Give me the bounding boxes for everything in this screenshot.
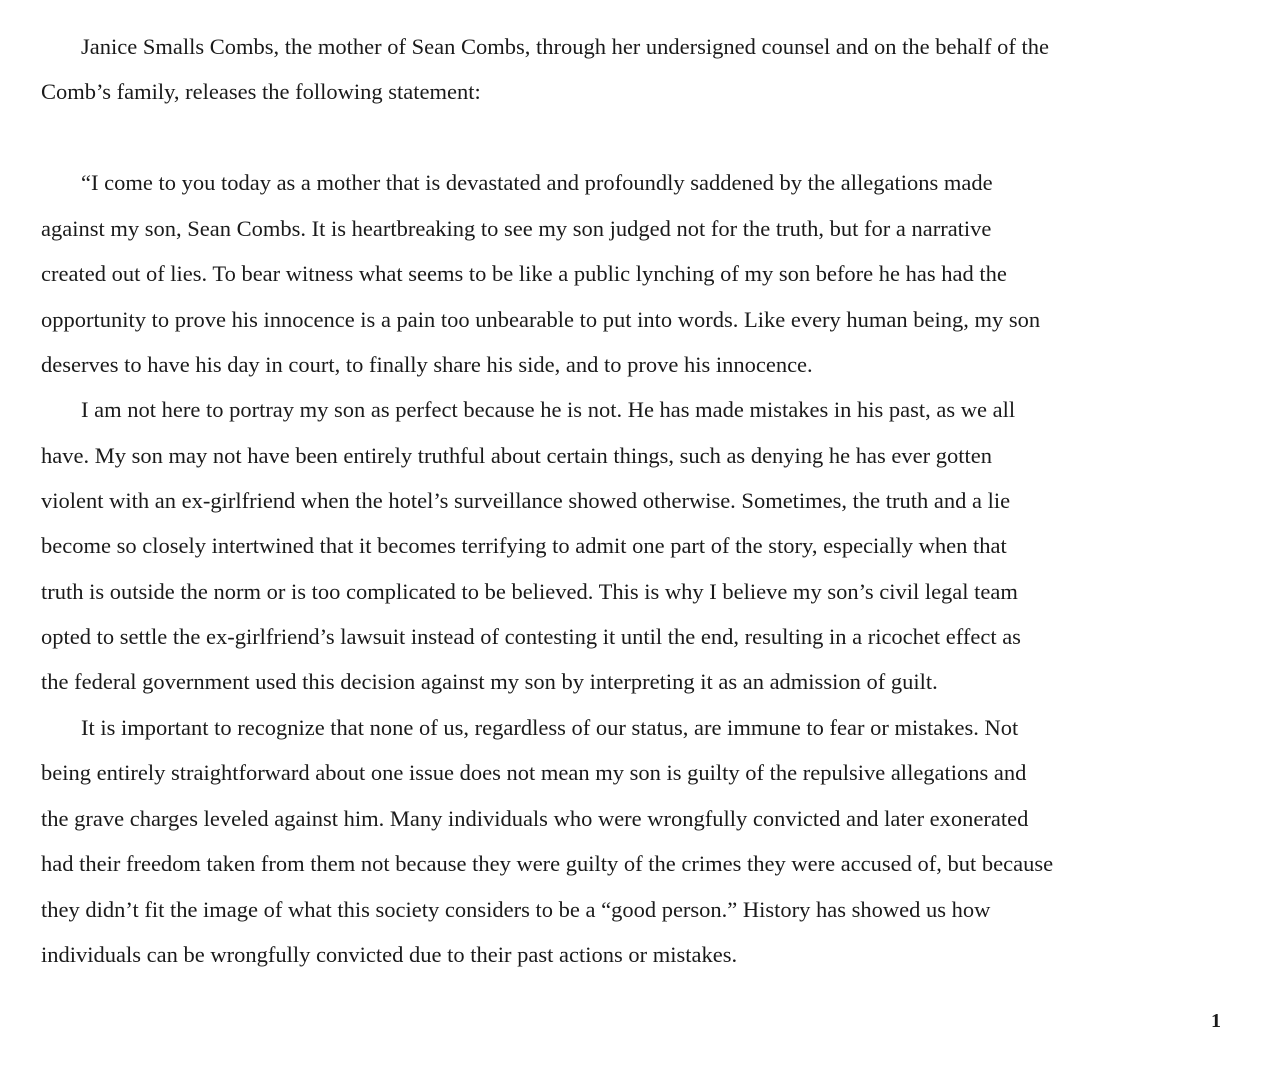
- text-line: against my son, Sean Combs. It is heartbreaking to see my son judged not for the truth, but for a narrative: [41, 216, 992, 241]
- text-line: the federal government used this decision against my son by interpreting it as an admission of guilt.: [41, 669, 938, 694]
- text-line: individuals can be wrongfully convicted due to their past actions or mistakes.: [41, 942, 738, 967]
- text-line: Janice Smalls Combs, the mother of Sean Combs, through her undersigned counsel and on the behalf of the: [81, 34, 1049, 59]
- text-line: truth is outside the norm or is too complicated to be believed. This is why I believe my son’s civil legal team: [41, 579, 1018, 604]
- text-line: opted to settle the ex-girlfriend’s lawsuit instead of contesting it until the end, resulting in a ricochet effect as: [41, 624, 1021, 649]
- text-line: have. My son may not have been entirely truthful about certain things, such as denying he has ever gotten: [41, 443, 992, 468]
- page-number: 1: [1211, 1010, 1221, 1032]
- text-line: being entirely straightforward about one issue does not mean my son is guilty of the repulsive allegations and: [41, 760, 1027, 785]
- text-line: opportunity to prove his innocence is a pain too unbearable to put into words. Like every human being, my son: [41, 307, 1041, 332]
- text-line: the grave charges leveled against him. Many individuals who were wrongfully convicted and later exonerated: [41, 806, 1029, 831]
- text-line: I am not here to portray my son as perfect because he is not. He has made mistakes in his past, as we all: [81, 397, 1016, 422]
- text-line: created out of lies. To bear witness what seems to be like a public lynching of my son before he has had the: [41, 261, 1007, 286]
- text-line: had their freedom taken from them not because they were guilty of the crimes they were accused of, but because: [41, 851, 1054, 876]
- text-line: deserves to have his day in court, to finally share his side, and to prove his innocence.: [41, 352, 813, 377]
- text-line: Comb’s family, releases the following statement:: [41, 79, 481, 104]
- text-line: “I come to you today as a mother that is devastated and profoundly saddened by the allegations made: [81, 170, 993, 195]
- text-line: It is important to recognize that none of us, regardless of our status, are immune to fear or mistakes. Not: [81, 715, 1019, 740]
- text-line: they didn’t fit the image of what this society considers to be a “good person.” History has showed us how: [41, 897, 991, 922]
- text-line: violent with an ex-girlfriend when the hotel’s surveillance showed otherwise. Sometimes, the truth and a lie: [41, 488, 1011, 513]
- text-line: become so closely intertwined that it becomes terrifying to admit one part of the story, especially when that: [41, 533, 1007, 558]
